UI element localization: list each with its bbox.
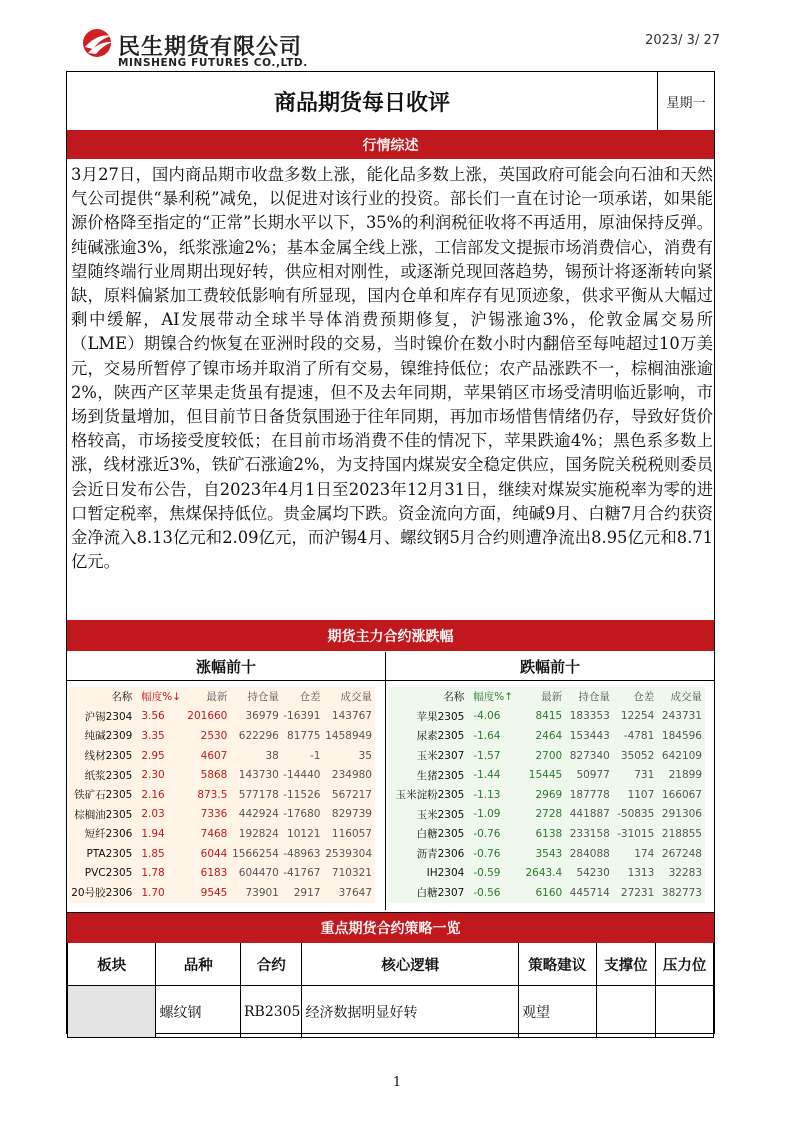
change-pct-cell: 1.78 <box>141 867 165 880</box>
summary-heading: 行情综述 <box>67 130 714 159</box>
volume-cell: 642109 <box>661 749 702 762</box>
open-interest-cell: 73901 <box>245 886 279 899</box>
last-price-cell: 15445 <box>528 769 563 782</box>
open-interest-cell: 445714 <box>569 886 610 899</box>
contract-name-cell: 生猪2305 <box>416 769 465 782</box>
volume-cell: 243731 <box>661 710 702 723</box>
oi-change-cell: -41767 <box>283 867 321 880</box>
variety-cell: 螺纹钢 <box>156 986 241 1038</box>
oi-change-cell: 35052 <box>620 749 655 762</box>
open-interest-cell: 192824 <box>238 827 279 840</box>
volume-cell: 710321 <box>331 867 372 880</box>
contract-name-cell: 铁矿石2305 <box>74 789 133 802</box>
column-header-last-price: 最新 <box>206 691 228 704</box>
contract-name-cell: 沥青2306 <box>416 848 465 861</box>
report-weekday: 星期一 <box>657 72 714 130</box>
last-price-cell: 6044 <box>200 847 228 860</box>
change-pct-cell: -1.13 <box>473 788 501 801</box>
table-row <box>388 726 705 746</box>
open-interest-cell: 233158 <box>569 827 610 840</box>
last-price-cell: 873.5 <box>197 788 228 801</box>
volume-cell: 21899 <box>668 769 702 782</box>
table-row <box>388 785 705 805</box>
contract-name-cell: 纸浆2305 <box>84 769 133 782</box>
table-header-row <box>68 943 714 986</box>
last-price-cell: 7468 <box>200 827 228 840</box>
open-interest-cell: 38 <box>265 749 279 762</box>
table-row <box>69 785 375 805</box>
table-header-row <box>69 687 375 707</box>
oi-change-cell: -1 <box>309 749 321 762</box>
table-row <box>69 726 375 746</box>
table-row <box>69 746 375 766</box>
table-header-row <box>388 687 705 707</box>
column-header-contract: 合约 <box>240 943 301 986</box>
oi-change-cell: 1313 <box>627 867 655 880</box>
column-header-volume: 成交量 <box>670 691 702 704</box>
column-header-contract-name: 名称 <box>443 691 465 704</box>
change-pct-cell: -0.56 <box>473 886 501 899</box>
column-header-sector: 板块 <box>68 943 156 986</box>
open-interest-cell: 153443 <box>569 729 610 742</box>
column-header-open-interest: 持仓量 <box>578 691 610 704</box>
table-row <box>69 765 375 785</box>
open-interest-cell: 183353 <box>569 710 610 723</box>
table-row <box>388 844 705 864</box>
strategy-advice-cell: 观望 <box>519 986 597 1038</box>
column-header-strategy-advice: 策略建议 <box>519 943 597 986</box>
contract-name-cell: 白糖2305 <box>416 828 465 841</box>
gainers-heading: 涨幅前十 <box>67 652 385 681</box>
contract-name-cell: 20号胶2306 <box>71 887 133 900</box>
change-pct-cell: -1.09 <box>473 808 501 821</box>
report-date: 2023/ 3/ 27 <box>645 33 720 48</box>
last-price-cell: 2969 <box>535 788 563 801</box>
last-price-cell: 2700 <box>535 749 563 762</box>
oi-change-cell: 174 <box>634 847 655 860</box>
oi-change-cell: 2917 <box>293 886 321 899</box>
table-row <box>388 746 705 766</box>
column-header-oi-change: 仓差 <box>633 691 655 704</box>
volume-cell: 143767 <box>331 710 372 723</box>
open-interest-cell: 36979 <box>245 710 279 723</box>
column-header-open-interest: 持仓量 <box>247 691 279 704</box>
contract-name-cell: 苹果2305 <box>416 710 465 723</box>
contract-name-cell: 沪锡2304 <box>84 710 133 723</box>
change-pct-cell: 2.16 <box>141 788 165 801</box>
table-row <box>69 883 375 903</box>
last-price-cell: 201660 <box>187 710 228 723</box>
oi-change-cell: 10121 <box>287 827 321 840</box>
change-pct-cell: 1.85 <box>141 847 165 860</box>
volume-cell: 35 <box>358 749 372 762</box>
contract-name-cell: 玉米2307 <box>416 750 465 763</box>
last-price-cell: 2530 <box>200 729 228 742</box>
column-header-resistance-level: 压力位 <box>656 943 714 986</box>
open-interest-cell: 284088 <box>569 847 610 860</box>
oi-change-cell: -31015 <box>617 827 655 840</box>
summary-text: 3月27日，国内商品期市收盘多数上涨，能化品多数上涨，英国政府可能会向石油和天然气公司提供“暴利税”减免，以促进对该行业的投资。部长们一直在讨论一项承诺，如果能源价格降至指定的“正常”长期水平以下，35%的利润税征收将不再适用，原油保持反弹。纯碱涨逾3%，纸浆涨逾2%；基本金属全线上涨，工信部发文提振市场消费信心，消费有望随终端行业周期出现好转，供应相对刚性，或逐渐兑现回落趋势，锡预计将逐渐转向紧缺，原料偏紧加工费较低影响有所显现，国内仓单和库存有见顶迹象，供求平衡从大幅过剩中缓解，AI发展带动全球半导体消费预期修复，沪锡涨逾3%，伦敦金属交易所（LME）期镍合约恢复在亚洲时段的交易，当时镍价在数小时内翻倍至每吨超过10万美元，交易所暂停了镍市场并取消了所有交易，镍维持低位；农产品涨跌不一，棕榈油涨逾2%，陕西产区苹果走货虽有提速，但不及去年同期，苹果销区市场受清明临近影响，市场到货量增加，但目前节日备货氛围逊于往年同期，再加市场惜售情绪仍存，导致好货价格较高，市场接受度较低；在目前市场消费不佳的情况下，苹果跌逾4%；黑色系多数上涨，线材涨近3%，铁矿石涨逾2%，为支持国内煤炭安全稳定供应，国务院关税税则委员会近日发布公告，自2023年4月1日至2023年12月31日，继续对煤炭实施税率为零的进口暂定税率，焦煤保持低位。贵金属均下跌。资金流向方面，纯碱9月、白糖7月合约获资金净流入8.13亿元和2.09亿元，而沪锡4月、螺纹钢5月合约则遭净流出8.95亿元和8.71亿元。 <box>71 165 713 572</box>
last-price-cell: 2728 <box>535 808 563 821</box>
change-pct-cell: 2.30 <box>141 769 165 782</box>
last-price-cell: 6183 <box>200 867 228 880</box>
table-row <box>388 765 705 785</box>
contract-name-cell: PTA2305 <box>86 847 133 860</box>
contract-name-cell: 短纤2306 <box>84 828 133 841</box>
open-interest-cell: 187778 <box>569 788 610 801</box>
contract-name-cell: 白糖2307 <box>416 887 465 900</box>
oi-change-cell: -17680 <box>283 808 321 821</box>
table-row <box>388 805 705 825</box>
minsheng-logo-icon <box>79 27 115 59</box>
oi-change-cell: 731 <box>634 769 655 782</box>
table-row <box>68 986 714 1038</box>
change-pct-cell: 2.95 <box>141 749 165 762</box>
table-row <box>69 824 375 844</box>
last-price-cell: 4607 <box>200 749 228 762</box>
movers-heading: 期货主力合约涨跌幅 <box>67 620 714 651</box>
strategy-heading: 重点期货合约策略一览 <box>67 912 714 943</box>
change-pct-cell: 1.94 <box>141 827 165 840</box>
volume-cell: 829739 <box>331 808 372 821</box>
contract-cell: RB2305 <box>240 986 301 1038</box>
column-header-change-pct: 幅度%↓ <box>141 691 182 704</box>
change-pct-cell: 2.03 <box>141 808 165 821</box>
table-row <box>388 863 705 883</box>
open-interest-cell: 442924 <box>238 808 279 821</box>
table-row <box>69 707 375 727</box>
change-pct-cell: -1.64 <box>473 729 501 742</box>
contract-name-cell: 棕榈油2305 <box>74 808 133 821</box>
open-interest-cell: 441887 <box>569 808 610 821</box>
losers-heading: 跌幅前十 <box>386 652 714 681</box>
contract-name-cell: 尿素2305 <box>416 730 465 743</box>
last-price-cell: 6160 <box>535 886 563 899</box>
oi-change-cell: -11526 <box>283 788 321 801</box>
volume-cell: 37647 <box>338 886 372 899</box>
last-price-cell: 7336 <box>200 808 228 821</box>
table-row <box>69 805 375 825</box>
open-interest-cell: 604470 <box>238 867 279 880</box>
core-logic-cell: 经济数据明显好转 <box>302 986 519 1038</box>
column-header-change-pct: 幅度%↑ <box>473 691 514 704</box>
open-interest-cell: 143730 <box>238 769 279 782</box>
open-interest-cell: 622296 <box>238 729 279 742</box>
volume-cell: 116057 <box>331 827 372 840</box>
last-price-cell: 3543 <box>535 847 563 860</box>
report-title: 商品期货每日收评 <box>273 90 450 116</box>
last-price-cell: 5868 <box>200 769 228 782</box>
last-price-cell: 2464 <box>535 729 563 742</box>
table-row <box>69 844 375 864</box>
column-header-oi-change: 仓差 <box>299 691 321 704</box>
volume-cell: 184596 <box>661 729 702 742</box>
column-header-volume: 成交量 <box>340 691 372 704</box>
change-pct-cell: -1.44 <box>473 769 501 782</box>
oi-change-cell: -48963 <box>283 847 321 860</box>
column-header-last-price: 最新 <box>541 691 563 704</box>
oi-change-cell: 12254 <box>620 710 655 723</box>
change-pct-cell: 1.70 <box>141 886 165 899</box>
panel-divider <box>385 652 386 910</box>
oi-change-cell: -16391 <box>283 710 321 723</box>
open-interest-cell: 54230 <box>576 867 610 880</box>
volume-cell: 234980 <box>331 769 372 782</box>
volume-cell: 166067 <box>661 788 702 801</box>
oi-change-cell: 1107 <box>627 788 655 801</box>
last-price-cell: 8415 <box>535 710 563 723</box>
company-name-cn: 民生期货有限公司 <box>118 35 303 60</box>
oi-change-cell: -50835 <box>617 808 655 821</box>
strategy-table <box>67 943 714 1038</box>
change-pct-cell: -0.76 <box>473 847 501 860</box>
contract-name-cell: IH2304 <box>426 867 465 880</box>
oi-change-cell: 81775 <box>287 729 321 742</box>
contract-name-cell: 玉米淀粉2305 <box>395 789 465 802</box>
contract-name-cell: 玉米2305 <box>416 808 465 821</box>
column-header-support-level: 支撑位 <box>596 943 656 986</box>
open-interest-cell: 1566254 <box>232 847 279 860</box>
table-row <box>69 863 375 883</box>
open-interest-cell: 50977 <box>576 769 610 782</box>
support-level-cell <box>596 986 656 1038</box>
last-price-cell: 9545 <box>200 886 228 899</box>
column-header-core-logic: 核心逻辑 <box>302 943 519 986</box>
open-interest-cell: 577178 <box>238 788 279 801</box>
oi-change-cell: -4781 <box>623 729 655 742</box>
losers-table <box>388 687 705 903</box>
change-pct-cell: 3.35 <box>141 729 165 742</box>
column-header-variety: 品种 <box>156 943 241 986</box>
contract-name-cell: 线材2305 <box>84 750 133 763</box>
change-pct-cell: -0.59 <box>473 867 501 880</box>
resistance-level-cell <box>656 986 714 1038</box>
last-price-cell: 6138 <box>535 827 563 840</box>
change-pct-cell: -4.06 <box>473 710 501 723</box>
oi-change-cell: 27231 <box>620 886 655 899</box>
volume-cell: 567217 <box>331 788 372 801</box>
table-row <box>388 707 705 727</box>
sector-cell <box>68 986 156 1038</box>
last-price-cell: 2643.4 <box>525 867 563 880</box>
volume-cell: 218855 <box>661 827 702 840</box>
volume-cell: 291306 <box>661 808 702 821</box>
contract-name-cell: PVC2305 <box>84 867 133 880</box>
volume-cell: 2539304 <box>325 847 372 860</box>
table-row <box>388 824 705 844</box>
change-pct-cell: -0.76 <box>473 827 501 840</box>
oi-change-cell: -14440 <box>283 769 321 782</box>
company-name-en: MINSHENG FUTURES CO.,LTD. <box>118 57 308 69</box>
open-interest-cell: 827340 <box>569 749 610 762</box>
change-pct-cell: -1.57 <box>473 749 501 762</box>
change-pct-cell: 3.56 <box>141 710 165 723</box>
contract-name-cell: 纯碱2309 <box>84 730 133 743</box>
volume-cell: 1458949 <box>325 729 372 742</box>
table-row <box>388 883 705 903</box>
volume-cell: 32283 <box>668 867 702 880</box>
gainers-table <box>69 687 375 903</box>
volume-cell: 267248 <box>661 847 702 860</box>
page-number: 1 <box>392 1075 402 1090</box>
column-header-contract-name: 名称 <box>111 691 133 704</box>
volume-cell: 382773 <box>661 886 702 899</box>
